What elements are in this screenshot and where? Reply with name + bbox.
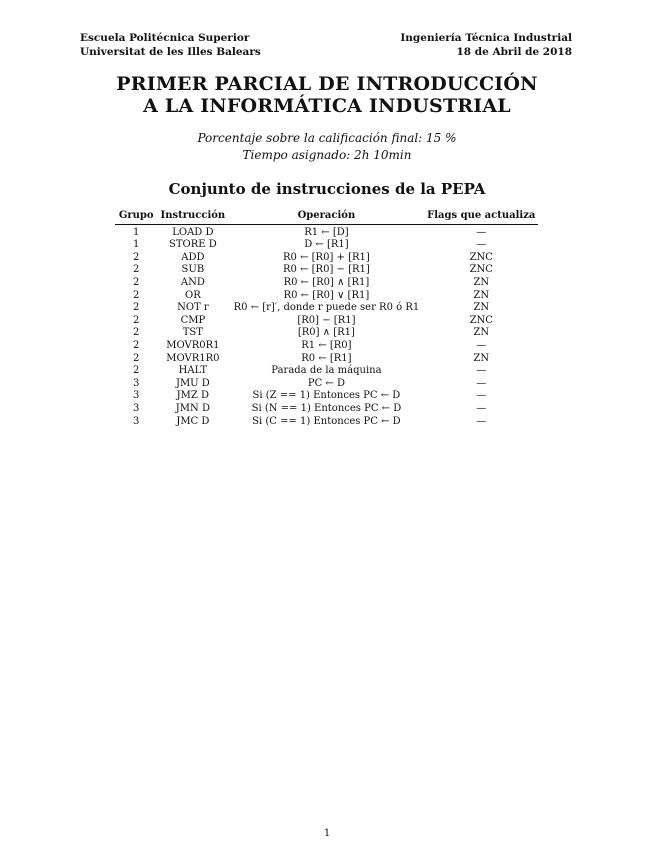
table-row <box>115 390 538 403</box>
cell-operacion: [R0] − [R1] <box>297 314 356 326</box>
cell-grupo: 3 <box>133 377 140 389</box>
cell-operacion: Si (Z == 1) Entonces PC ← D <box>252 390 401 402</box>
exam-title <box>0 73 654 117</box>
table-header-row <box>115 210 538 224</box>
cell-operacion: Si (N == 1) Entonces PC ← D <box>251 402 402 414</box>
cell-operacion: R1 ← [D] <box>304 226 349 238</box>
cell-grupo: 3 <box>133 390 140 402</box>
cell-operacion: R0 ← [R0] ∨ [R1] <box>283 289 370 301</box>
section-title: Conjunto de instrucciones de la PEPA <box>168 180 486 198</box>
table-row <box>115 403 538 416</box>
table-row <box>115 224 538 239</box>
cell-instruccion: CMP <box>180 314 206 326</box>
cell-instruccion: OR <box>185 289 201 301</box>
cell-instruccion: TST <box>182 327 203 339</box>
cell-operacion: R0 ← [R0] + [R1] <box>283 251 370 263</box>
page-number: 1 <box>323 828 331 839</box>
cell-flags: ZNC <box>469 264 493 276</box>
cell-instruccion: AND <box>180 276 205 288</box>
table-row <box>115 327 538 340</box>
cell-grupo: 2 <box>133 264 140 276</box>
cell-flags: — <box>476 415 487 427</box>
cell-grupo: 3 <box>133 402 140 414</box>
cell-flags: ZN <box>473 302 490 314</box>
cell-flags: — <box>476 390 487 402</box>
table-row <box>115 264 538 277</box>
cell-flags: ZN <box>473 276 490 288</box>
cell-instruccion: HALT <box>178 365 208 377</box>
cell-operacion: Parada de la máquina <box>271 365 382 377</box>
cell-grupo: 2 <box>133 276 140 288</box>
cell-operacion: PC ← D <box>307 377 345 389</box>
cell-operacion: R1 ← [R0] <box>301 339 352 351</box>
exam-info <box>0 130 654 164</box>
degree-name: Ingeniería Técnica Industrial <box>400 32 572 44</box>
cell-operacion: R0 ← [r]′, donde r puede ser R0 ó R1 <box>233 302 420 314</box>
cell-operacion: R0 ← [R0] ∧ [R1] <box>283 276 370 288</box>
table-row <box>115 365 538 378</box>
header-right <box>400 31 572 59</box>
cell-instruccion: ADD <box>181 251 205 263</box>
cell-operacion: R0 ← [R0] − [R1] <box>283 264 370 276</box>
cell-grupo: 2 <box>133 327 140 339</box>
cell-operacion: R0 ← [R1] <box>301 352 352 364</box>
cell-flags: — <box>476 339 487 351</box>
column-header-flags: Flags que actualiza <box>424 210 538 224</box>
table-row <box>115 416 538 429</box>
cell-instruccion: LOAD D <box>172 226 214 238</box>
table-body <box>115 224 538 428</box>
cell-operacion: D ← [R1] <box>304 239 349 251</box>
cell-flags: — <box>476 377 487 389</box>
cell-instruccion: MOVR1R0 <box>166 352 220 364</box>
table-row <box>115 277 538 290</box>
cell-flags: — <box>476 365 487 377</box>
cell-flags: ZN <box>473 352 490 364</box>
cell-instruccion: SUB <box>181 264 205 276</box>
school-name: Escuela Politécnica Superior <box>80 32 250 44</box>
cell-grupo: 3 <box>133 415 140 427</box>
instruction-table <box>115 210 538 428</box>
cell-grupo: 2 <box>133 302 140 314</box>
cell-instruccion: JMU D <box>175 377 210 389</box>
column-header-grupo: Grupo <box>115 210 157 224</box>
cell-grupo: 2 <box>133 289 140 301</box>
cell-grupo: 2 <box>133 251 140 263</box>
cell-flags: ZN <box>473 289 490 301</box>
cell-instruccion: JMC D <box>176 415 210 427</box>
cell-flags: ZNC <box>469 314 493 326</box>
cell-flags: — <box>476 226 487 238</box>
cell-operacion: Si (C == 1) Entonces PC ← D <box>252 415 401 427</box>
table-row <box>115 340 538 353</box>
university-name: Universitat de les Illes Balears <box>80 46 261 58</box>
table-row <box>115 290 538 303</box>
table-row <box>115 378 538 391</box>
column-header-operacion: Operación <box>228 210 424 224</box>
cell-instruccion: STORE D <box>169 239 217 251</box>
exam-date: 18 de Abril de 2018 <box>456 46 572 58</box>
grade-percentage: Porcentaje sobre la calificación final: 15 % <box>197 131 457 145</box>
header-left <box>80 31 261 59</box>
cell-instruccion: MOVR0R1 <box>166 339 220 351</box>
table-row <box>115 302 538 315</box>
exam-title-line1: PRIMER PARCIAL DE INTRODUCCIÓN <box>116 73 538 95</box>
cell-grupo: 2 <box>133 352 140 364</box>
table-row <box>115 353 538 366</box>
cell-grupo: 2 <box>133 314 140 326</box>
cell-flags: ZN <box>473 327 490 339</box>
cell-grupo: 1 <box>133 226 140 238</box>
exam-title-line2: A LA INFORMÁTICA INDUSTRIAL <box>143 95 511 117</box>
cell-flags: — <box>476 402 487 414</box>
cell-instruccion: NOT r <box>177 302 209 314</box>
cell-flags: — <box>476 239 487 251</box>
cell-grupo: 2 <box>133 339 140 351</box>
column-header-instruccion: Instrucción <box>157 210 228 224</box>
cell-instruccion: JMZ D <box>176 390 210 402</box>
cell-grupo: 1 <box>133 239 140 251</box>
table-row <box>115 252 538 265</box>
cell-instruccion: JMN D <box>175 402 210 414</box>
table-row <box>115 315 538 328</box>
cell-flags: ZNC <box>469 251 493 263</box>
cell-operacion: [R0] ∧ [R1] <box>297 327 355 339</box>
time-allotted: Tiempo asignado: 2h 10min <box>242 148 412 162</box>
cell-grupo: 2 <box>133 365 140 377</box>
table-row <box>115 239 538 252</box>
